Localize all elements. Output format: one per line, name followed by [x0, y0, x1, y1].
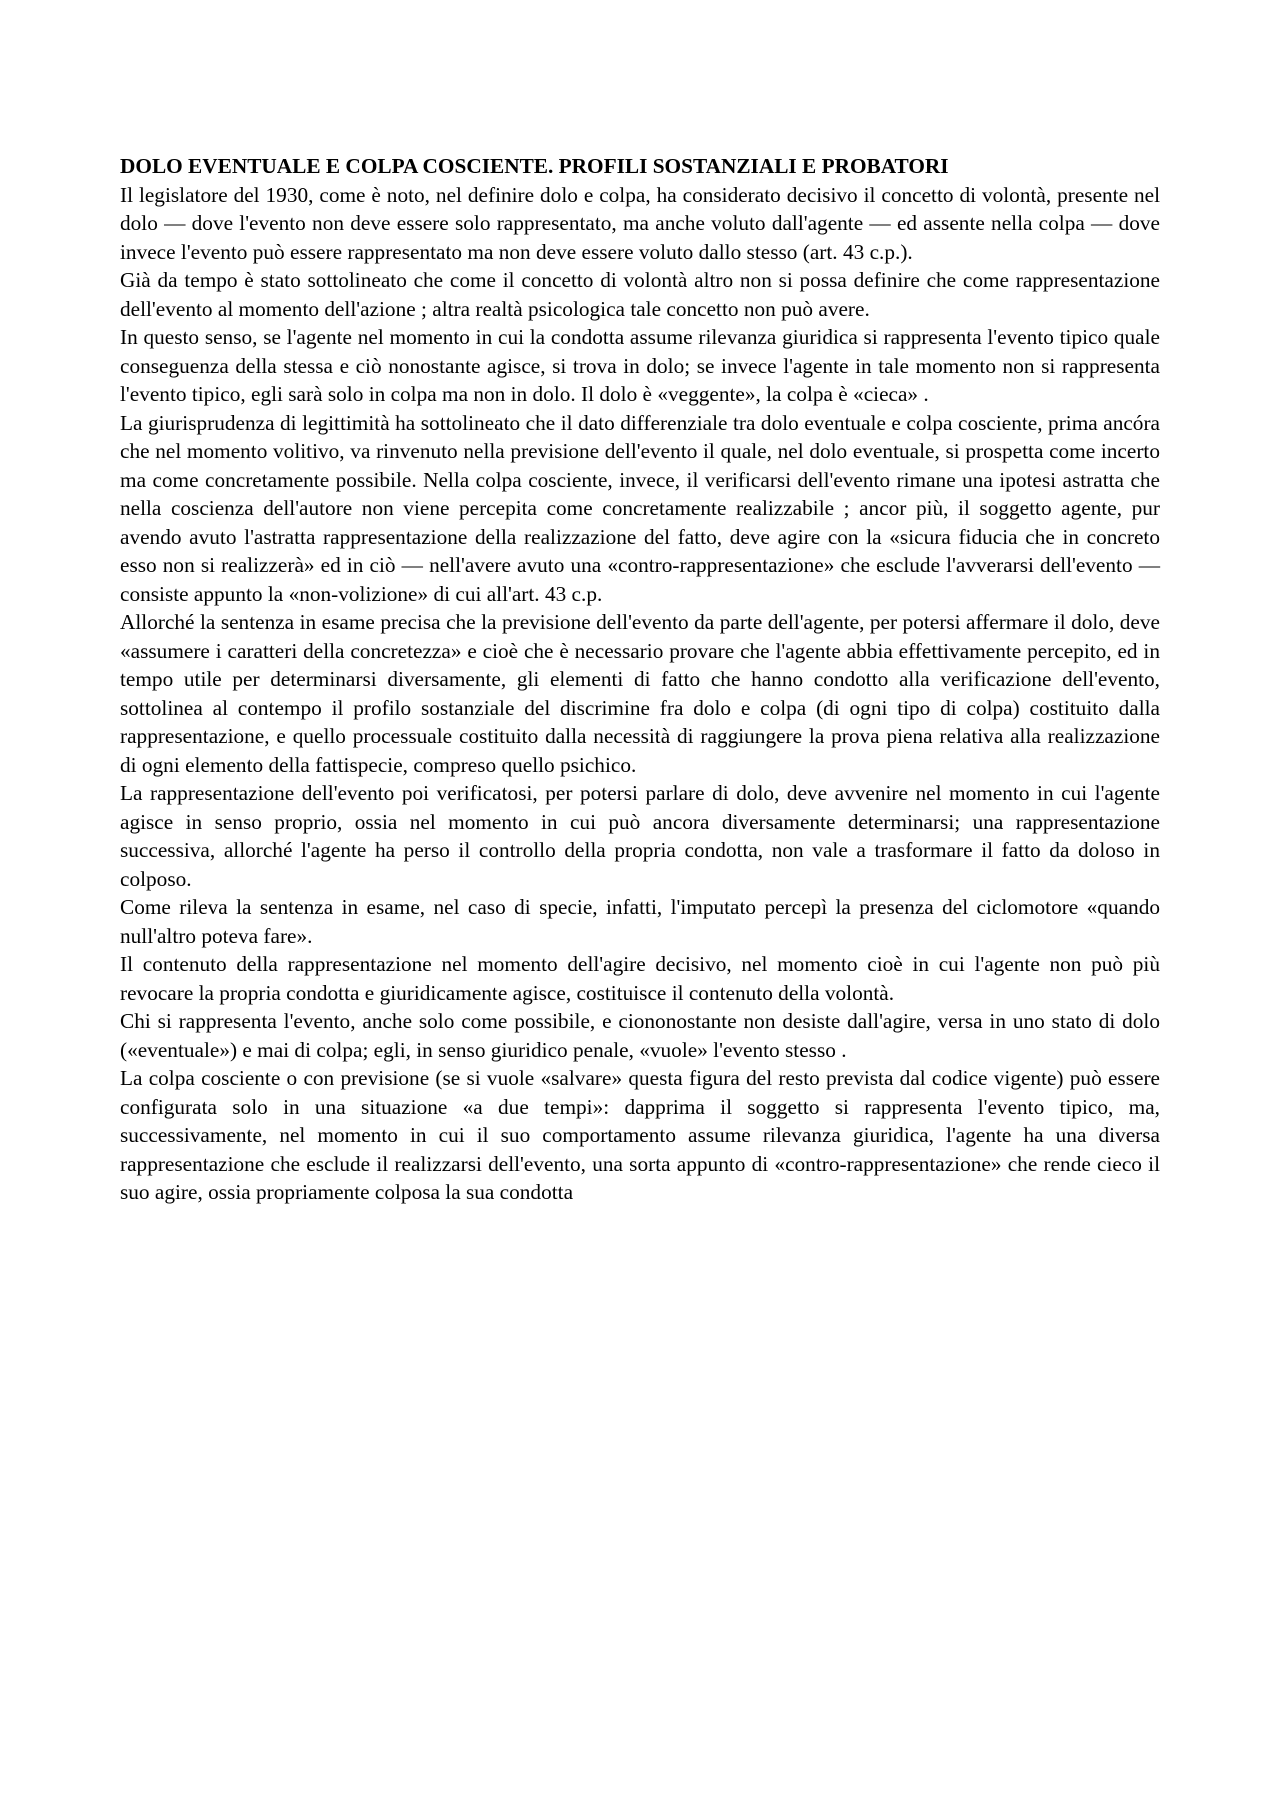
paragraph: In questo senso, se l'agente nel momento in cui la condotta assume rilevanza giuridica si rappresenta l'evento tipico quale conseguenza della stessa e ciò nonostante agisce, si trova in dolo; se invece l'agente in tale momento non si rappresenta l'evento tipico, egli sarà solo in colpa ma non in dolo. Il dolo è «veggente», la colpa è «cieca» . — [120, 325, 1160, 406]
paragraph: Già da tempo è stato sottolineato che come il concetto di volontà altro non si possa definire che come rappresentazione dell'evento al momento dell'azione ; altra realtà psicologica tale concetto non può avere. — [120, 268, 1160, 321]
paragraph: Allorché la sentenza in esame precisa che la previsione dell'evento da parte dell'agente, per potersi affermare il dolo, deve «assumere i caratteri della concretezza» e cioè che è necessario provare che l'agente abbia effettivamente percepito, ed in tempo utile per determinarsi diversamente, gli elementi di fatto che hanno condotto alla verificazione dell'evento, sottolinea al contempo il profilo sostanziale del discrimine fra dolo e colpa (di ogni tipo di colpa) costituito dalla rappresentazione, e quello processuale costituito dalla necessità di raggiungere la prova piena relativa alla realizzazione di ogni elemento della fattispecie, compreso quello psichico. — [120, 610, 1160, 777]
paragraph: La colpa cosciente o con previsione (se si vuole «salvare» questa figura del resto prevista dal codice vigente) può essere configurata solo in una situazione «a due tempi»: dapprima il soggetto si rappresenta l'evento tipico, ma, successivamente, nel momento in cui il suo comportamento assume rilevanza giuridica, l'agente ha una diversa rappresentazione che esclude il realizzarsi dell'evento, una sorta appunto di «contro-rappresentazione» che rende cieco il suo agire, ossia propriamente colposa la sua condotta — [120, 1066, 1160, 1204]
paragraph: La giurisprudenza di legittimità ha sottolineato che il dato differenziale tra dolo eventuale e colpa cosciente, prima ancóra che nel momento volitivo, va rinvenuto nella previsione dell'evento il quale, nel dolo eventuale, si prospetta come incerto ma come concretamente possibile. Nella colpa cosciente, invece, il verificarsi dell'evento rimane una ipotesi astratta che nella coscienza dell'autore non viene percepita come concretamente realizzabile ; ancor più, il soggetto agente, pur avendo avuto l'astratta rappresentazione della realizzazione del fatto, deve agire con la «sicura fiducia che in concreto esso non si realizzerà» ed in ciò — nell'avere avuto una «contro-rappresentazione» che esclude l'avverarsi dell'evento — consiste appunto la «non-volizione» di cui all'art. 43 c.p. — [120, 410, 1160, 606]
paragraph: Come rileva la sentenza in esame, nel caso di specie, infatti, l'imputato percepì la presenza del ciclomotore «quando null'altro poteva fare». — [120, 895, 1160, 948]
paragraph: La rappresentazione dell'evento poi verificatosi, per potersi parlare di dolo, deve avvenire nel momento in cui l'agente agisce in senso proprio, ossia nel momento in cui può ancora diversamente determinarsi; una rappresentazione successiva, allorché l'agente ha perso il controllo della propria condotta, non vale a trasformare il fatto da doloso in colposo. — [120, 781, 1160, 891]
paragraph: Chi si rappresenta l'evento, anche solo come possibile, e ciononostante non desiste dall'agire, versa in uno stato di dolo («eventuale») e mai di colpa; egli, in senso giuridico penale, «vuole» l'evento stesso . — [120, 1009, 1160, 1062]
paragraph: Il contenuto della rappresentazione nel momento dell'agire decisivo, nel momento cioè in cui l'agente non può più revocare la propria condotta e giuridicamente agisce, costituisce il contenuto della volontà. — [120, 952, 1160, 1005]
paragraph: Il legislatore del 1930, come è noto, nel definire dolo e colpa, ha considerato decisivo il concetto di volontà, presente nel dolo — dove l'evento non deve essere solo rappresentato, ma anche voluto dall'agente — ed assente nella colpa — dove invece l'evento può essere rappresentato ma non deve essere voluto dallo stesso (art. 43 c.p.). — [120, 182, 1160, 264]
document-title: DOLO EVENTUALE E COLPA COSCIENTE. PROFILI SOSTANZIALI E PROBATORI — [120, 154, 949, 178]
document-body — [120, 152, 1160, 1207]
